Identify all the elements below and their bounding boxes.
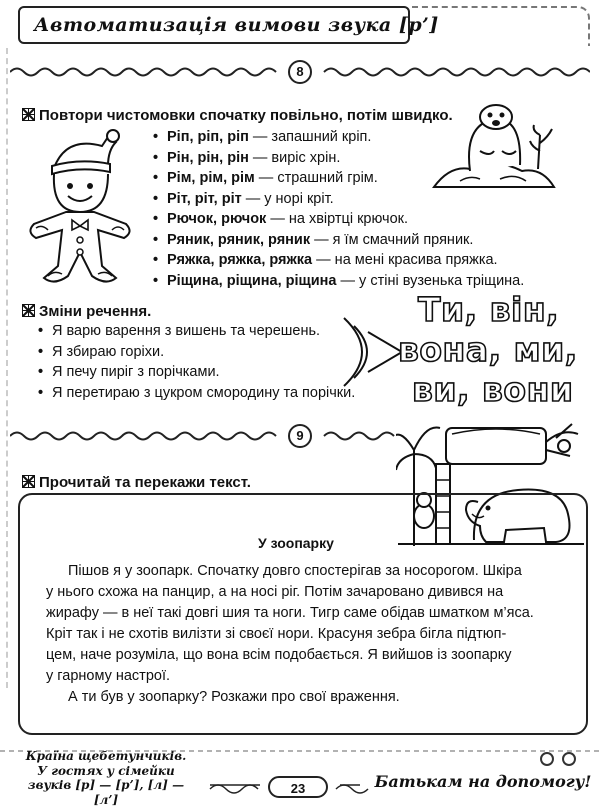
list-item: • Ряник, ряник, ряник — я їм смачний пряник. bbox=[153, 230, 524, 251]
title-box bbox=[18, 6, 439, 44]
arrow-icon bbox=[340, 312, 406, 392]
story-line: жирафу — в неї такі довгі шия та ноги. Тигр саме обідав шматком м’яса. bbox=[46, 605, 534, 621]
list-item: • Ряжка, ряжка, ряжка — на мені красива пряжка. bbox=[153, 250, 524, 271]
left-dashed-border bbox=[6, 48, 10, 688]
story-text bbox=[46, 561, 566, 708]
story-line: Пішов я у зоопарк. Спочатку довго спостерігав за носорогом. Шкіра bbox=[68, 563, 522, 579]
task-marker-icon bbox=[22, 475, 35, 488]
task-heading-repeat bbox=[22, 107, 453, 124]
list-item: • Рім, рім, рім — страшний грім. bbox=[153, 168, 524, 189]
footer-line: звуків [р] — [р’], [л] — [л’] bbox=[27, 778, 185, 807]
story-line: Кріт так і не схотів вилізти зі своєї нори. Красуня зебра бігла підтюп- bbox=[46, 626, 507, 642]
task-heading-text: Повтори чистомовки спочатку повільно, потім швидко. bbox=[39, 107, 453, 124]
page-title: Автоматизація вимови звука [р’] bbox=[34, 14, 439, 36]
list-item: • Рін, рін, рін — виріс хрін. bbox=[153, 148, 524, 169]
task-heading-change bbox=[22, 303, 151, 320]
footer-book-title bbox=[16, 749, 196, 807]
story-line: цем, наче розуміла, що вона всім подобається. Я вийшов із зоопарку bbox=[46, 647, 512, 663]
story-line: у нього схожа на панцир, а на носі ріг. Потім зачаровано дивився на bbox=[46, 584, 504, 600]
list-item: • Ріт, ріт, ріт — у норі кріт. bbox=[153, 189, 524, 210]
footer-line: У гостях у сімейки bbox=[37, 763, 175, 778]
list-item: • Я варю варення з вишень та черешень. bbox=[38, 321, 355, 342]
pronouns-line-2: вона, ми, bbox=[398, 330, 578, 369]
header-dashed-frame bbox=[412, 6, 590, 46]
footer-line: Країна щебетунчиків. bbox=[25, 749, 187, 763]
list-item: • Ріщина, ріщина, ріщина — у стіні вузенька тріщина. bbox=[153, 271, 524, 292]
section-number-9: 9 bbox=[288, 424, 312, 448]
list-item: • Я збираю горіхи. bbox=[38, 342, 355, 363]
list-item: • Я печу пиріг з порічками. bbox=[38, 362, 355, 383]
sentence-list bbox=[38, 321, 355, 403]
footer-parents-help: Батькам на допомогу! bbox=[374, 772, 592, 791]
task-marker-icon bbox=[22, 108, 35, 121]
mole-illustration bbox=[430, 95, 560, 195]
story-title: У зоопарку bbox=[258, 535, 334, 551]
section-number-8: 8 bbox=[288, 60, 312, 84]
gingerbread-man-illustration bbox=[24, 128, 134, 288]
list-item: • Ріп, ріп, ріп — запашний кріп. bbox=[153, 127, 524, 148]
task-heading-text: Зміни речення. bbox=[39, 303, 152, 320]
task-marker-icon bbox=[22, 304, 35, 317]
decorative-button-icon bbox=[562, 752, 576, 766]
task-heading-read bbox=[22, 474, 251, 491]
list-item: • Рючок, рючок — на хвіртці крючок. bbox=[153, 209, 524, 230]
decorative-button-icon bbox=[540, 752, 554, 766]
pronouns-line-1: Ти, він, bbox=[418, 290, 560, 329]
pronouns-line-3: ви, вони bbox=[412, 370, 574, 409]
list-item: • Я перетираю з цукром смородину та порічки. bbox=[38, 383, 355, 404]
story-line: А ти був у зоопарку? Розкажи про свої враження. bbox=[68, 689, 400, 705]
story-line: у гарному настрої. bbox=[46, 668, 171, 684]
page-number: 23 bbox=[268, 776, 328, 798]
task-heading-text: Прочитай та перекажи текст. bbox=[39, 474, 251, 491]
